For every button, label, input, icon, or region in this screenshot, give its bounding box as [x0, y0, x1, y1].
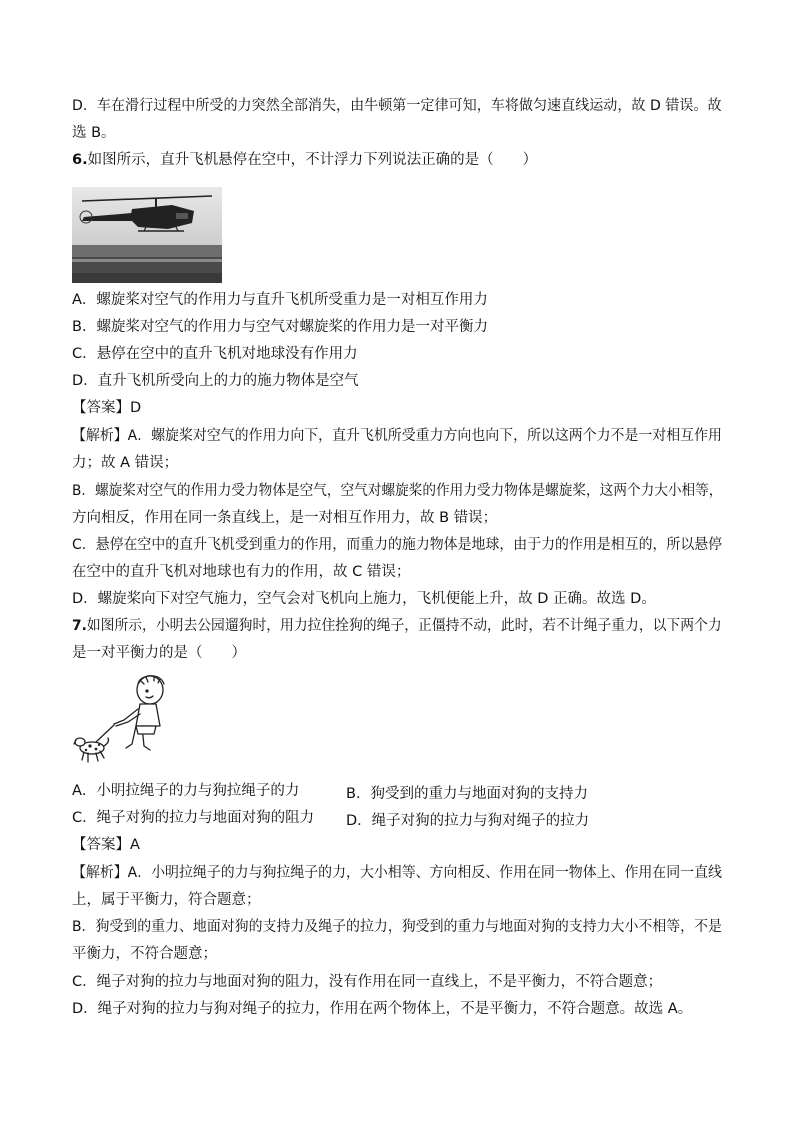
q6-option-c: C．悬停在空中的直升飞机对地球没有作用力 — [72, 346, 358, 362]
q7-stem-text: 如图所示，小明去公园遛狗时，用力拉住拴狗的绳子，正僵持不动，此时，若不计绳子重力，以下两个力 — [86, 618, 722, 634]
q7-analysis-line-3: B．狗受到的重力、地面对狗的支持力及绳子的拉力，狗受到的重力与地面对狗的支持力大小不相等，不是 — [72, 919, 722, 935]
q5-tail-line-1: D．车在滑行过程中所受的力突然全部消失，由牛顿第一定律可知，车将做匀速直线运动，故 D 错误。故 — [72, 98, 722, 114]
q6-analysis-line-4: 方向相反，作用在同一条直线上，是一对相互作用力，故 B 错误； — [72, 510, 498, 526]
q7-analysis-line-2: 上，属于平衡力，符合题意； — [72, 892, 261, 908]
q6-analysis-line-6: 在空中的直升飞机对地球也有力的作用，故 C 错误； — [72, 564, 411, 580]
helicopter-figure — [72, 187, 222, 283]
q7-option-b: B．狗受到的重力与地面对狗的支持力 — [346, 786, 588, 802]
q6-number: 6. — [72, 152, 88, 168]
q7-stem-line-1 — [72, 617, 722, 635]
q7-option-c: C．绳子对狗的拉力与地面对狗的阻力 — [72, 810, 315, 826]
q6-analysis-line-5: C．悬停在空中的直升飞机受到重力的作用，而重力的施力物体是地球，由于力的作用是相互的，所以悬停 — [72, 537, 723, 553]
q5-tail-line-2: 选 B。 — [72, 125, 116, 141]
q6-analysis-line-2: 力；故 A 错误； — [72, 455, 179, 471]
q7-answer: 【答案】A — [72, 837, 140, 853]
q7-option-a: A．小明拉绳子的力与狗拉绳子的力 — [72, 783, 300, 799]
q7-option-d: D．绳子对狗的拉力与狗对绳子的拉力 — [346, 813, 590, 829]
q6-analysis-line-3: B．螺旋桨对空气的作用力受力物体是空气，空气对螺旋桨的作用力受力物体是螺旋桨，这两个力大小相等， — [72, 483, 723, 499]
q6-option-a: A．螺旋桨对空气的作用力与直升飞机所受重力是一对相互作用力 — [72, 292, 488, 308]
q7-stem-line-2: 是一对平衡力的是（ ） — [72, 645, 246, 661]
q6-stem — [72, 151, 537, 169]
q7-analysis-line-4: 平衡力，不符合题意； — [72, 946, 217, 962]
q7-analysis-line-1: 【解析】A．小明拉绳子的力与狗拉绳子的力，大小相等、方向相反、作用在同一物体上、作用在同一直线 — [72, 865, 722, 881]
boy-walking-dog-figure — [72, 672, 172, 770]
q6-option-d: D．直升飞机所受向上的力的施力物体是空气 — [72, 373, 359, 389]
q6-analysis-line-1: 【解析】A．螺旋桨对空气的作用力向下，直升飞机所受重力方向也向下，所以这两个力不是一对相互作用 — [72, 428, 722, 444]
q7-analysis-line-6: D．绳子对狗的拉力与狗对绳子的拉力，作用在两个物体上，不是平衡力，不符合题意。故选 A。 — [72, 1001, 693, 1017]
q7-number: 7. — [72, 618, 87, 634]
q6-option-b: B．螺旋桨对空气的作用力与空气对螺旋桨的作用力是一对平衡力 — [72, 319, 488, 335]
q6-answer: 【答案】D — [72, 400, 142, 416]
q6-stem-text: 如图所示，直升飞机悬停在空中，不计浮力下列说法正确的是（ ） — [87, 152, 538, 168]
q7-analysis-line-5: C．绳子对狗的拉力与地面对狗的阻力，没有作用在同一直线上，不是平衡力，不符合题意； — [72, 974, 663, 990]
q6-analysis-line-7: D．螺旋桨向下对空气施力，空气会对飞机向上施力，飞机便能上升，故 D 正确。故选 D。 — [72, 591, 656, 607]
